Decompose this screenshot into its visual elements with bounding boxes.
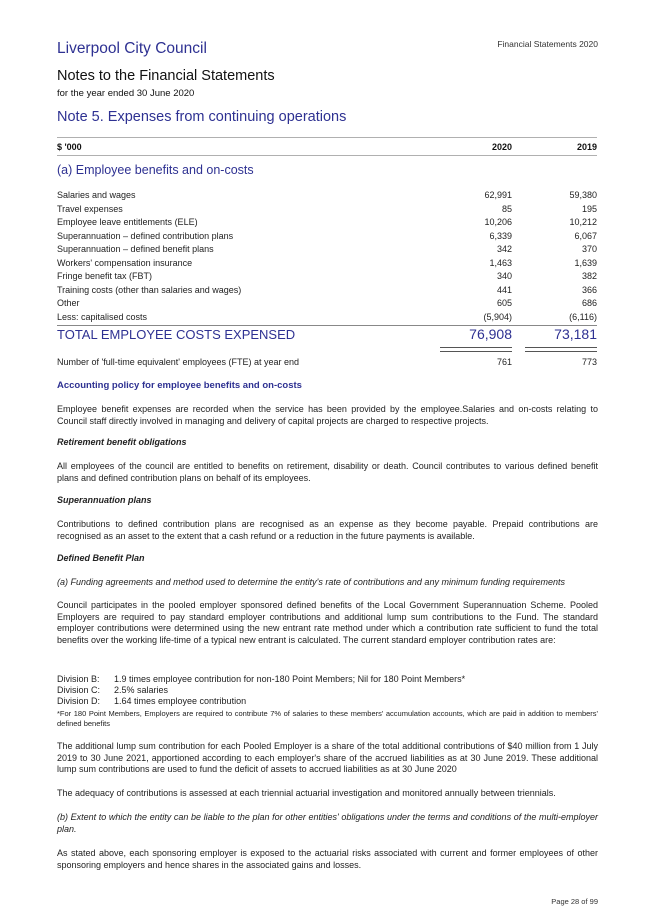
table-top-rule [57,137,597,138]
row-value-2020: 85 [501,203,512,214]
division-line [57,674,465,685]
division-value: 1.64 times employee contribution [114,696,247,706]
table-row [57,312,597,327]
section-heading: (a) Employee benefits and on-costs [57,163,254,177]
row-value-2019: 382 [581,271,597,281]
row-value-2019: 6,067 [574,230,597,241]
row-value-2019: 59,380 [569,190,597,200]
expense-table [57,190,597,326]
fte-value-2020: 761 [496,357,512,367]
table-row [57,285,597,299]
row-label: Training costs (other than salaries and wages) [57,284,242,295]
row-value-2020: 441 [496,284,512,295]
scheme-paragraph: Council participates in the pooled employer sponsored defined benefits of the Local Government Superannuation Scheme. Pooled Employers are required to pay standard employer contributions and additional lump sum contributions to the Fund. The standard employer contributions were determined using the new entrant rate method under which a contribution rate sufficient to fund the total benefits over the working life-time of a typical new entrant is calculated. The current standard employer contribution rates are: [57,600,598,645]
row-value-2020: 605 [496,298,512,308]
row-value-2019: 370 [581,244,597,254]
row-label: Fringe benefit tax (FBT) [57,271,153,281]
question-a: (a) Funding agreements and method used to determine the entity's rate of contributions and any minimum funding requirements [57,577,565,587]
row-label: Travel expenses [57,203,123,214]
row-value-2020: 10,206 [484,217,512,227]
year-2020-header: 2020 [491,142,512,152]
retirement-paragraph: All employees of the council are entitled to benefits on retirement, disability or death. Council contributes to various defined benefit plans and defined contribution plans on behalf of its employees. [57,461,598,483]
retirement-heading: Retirement benefit obligations [57,437,187,447]
lump-sum-paragraph: The additional lump sum contribution for each Pooled Employer is a share of the total additional contributions of $40 million from 1 July 2019 to 30 June 2021, apportioned according to each employer's share of the accrued liabilities as at 30 June 2019. These additional lump sum contributions are used to fund the deficit of assets to accrued liabilities as at 30 June 2020 [57,741,598,775]
adequacy-paragraph: The adequacy of contributions is assessed at each triennial actuarial investigation and monitored annually between triennials. [57,788,556,798]
division-value: 1.9 times employee contribution for non-180 Point Members; Nil for 180 Point Members* [114,674,466,684]
organisation-name: Liverpool City Council [57,40,207,57]
division-line [57,696,246,707]
row-value-2020: 6,339 [489,230,512,241]
table-row [57,231,597,245]
question-b: (b) Extent to which the entity can be liable to the plan for other entities' obligations under the terms and conditions of the multi-employer plan. [57,812,598,834]
table-row [57,244,597,258]
row-value-2019: (6,116) [569,311,597,322]
row-value-2020: 340 [496,271,512,281]
table-row [57,217,597,231]
footnote: *For 180 Point Members, Employers are required to contribute 7% of salaries to these members' accumulation accounts, which are paid in addition to members' defined benefits [57,709,598,728]
table-row [57,298,597,312]
defined-benefit-heading: Defined Benefit Plan [57,553,145,563]
row-value-2020: 342 [496,244,512,254]
division-key: Division B: [57,674,100,684]
row-label: Other [57,298,80,308]
policy-paragraph: Employee benefit expenses are recorded when the service has been provided by the employee.Salaries and on-costs relating to Council staff directly involved in managing and delivery of capital projects are charged to respective projects. [57,404,598,426]
unit-header: $ '000 [57,142,82,152]
row-label: Superannuation – defined contribution plans [57,230,234,241]
total-double-underline-2019 [525,347,597,352]
year-2019-header: 2019 [576,142,597,152]
table-row [57,190,597,204]
fte-row [57,357,597,370]
division-key: Division C: [57,685,101,695]
page-title: Notes to the Financial Statements [57,68,275,84]
row-value-2019: 195 [581,203,597,214]
table-row [57,204,597,218]
row-label: Superannuation – defined benefit plans [57,244,214,254]
table-header-rule [57,155,597,156]
page-number: Page 28 of 99 [551,897,598,906]
table-row [57,271,597,285]
division-line [57,685,168,696]
total-value-2020: 76,908 [469,326,512,342]
row-label: Employee leave entitlements (ELE) [57,217,198,227]
fte-label: Number of 'full-time equivalent' employees (FTE) at year end [57,357,300,367]
division-value: 2.5% salaries [114,685,169,695]
row-value-2020: 62,991 [484,190,512,200]
division-key: Division D: [57,696,101,706]
total-row [57,327,597,346]
sponsoring-employer-paragraph: As stated above, each sponsoring employer is exposed to the actuarial risks associated with current and former employees of other sponsoring employers and hence shares in the associated gains and losses. [57,848,598,870]
superannuation-heading: Superannuation plans [57,495,152,505]
row-value-2019: 10,212 [569,217,597,227]
row-value-2019: 686 [581,298,597,308]
row-label: Workers' compensation insurance [57,257,193,268]
note-heading: Note 5. Expenses from continuing operations [57,109,347,125]
row-value-2020: 1,463 [489,257,512,268]
row-value-2019: 366 [581,284,597,295]
total-label: TOTAL EMPLOYEE COSTS EXPENSED [57,327,296,342]
table-row [57,258,597,272]
row-value-2019: 1,639 [574,257,597,268]
total-value-2019: 73,181 [554,326,597,342]
row-label: Salaries and wages [57,190,136,200]
row-label: Less: capitalised costs [57,311,148,322]
total-double-underline-2020 [440,347,512,352]
superannuation-paragraph: Contributions to defined contribution plans are recognised as an expense as they become payable. Prepaid contributions are recognised as an asset to the extent that a cash refund or a reduction in the future payments is available. [57,519,598,541]
document-label: Financial Statements 2020 [497,39,598,49]
row-value-2020: (5,904) [483,311,512,322]
page-subtitle: for the year ended 30 June 2020 [57,88,195,99]
fte-value-2019: 773 [581,357,597,367]
policy-heading: Accounting policy for employee benefits and on-costs [57,380,302,391]
